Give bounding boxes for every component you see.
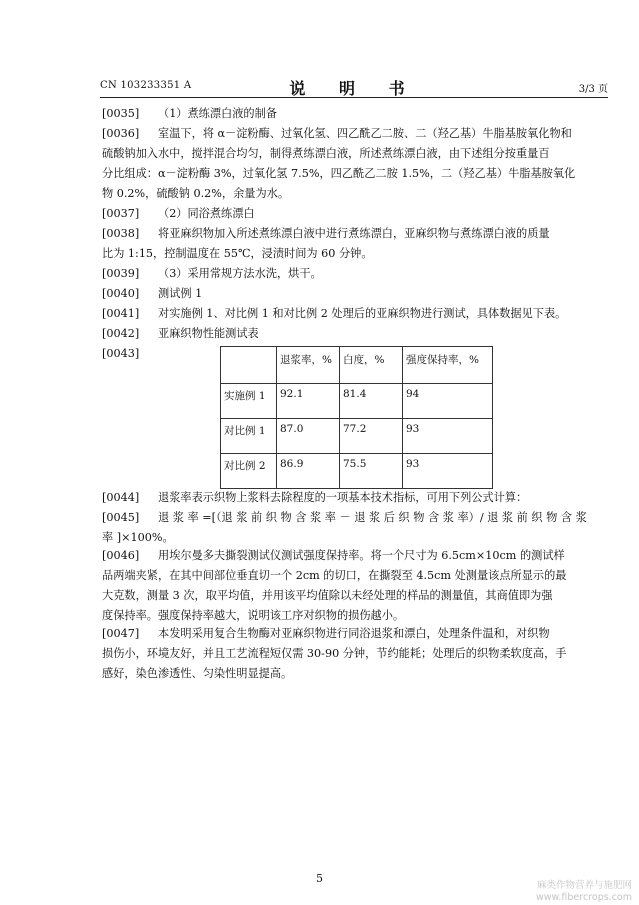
table-row bbox=[221, 384, 493, 419]
table-cell: 对比例 1 bbox=[221, 419, 277, 454]
page-number: 5 bbox=[316, 872, 323, 885]
text-line: 硫酸钠加入水中，搅拌混合均匀，制得煮练漂白液，所述煮练漂白液，由下述组分按重量百 bbox=[102, 147, 550, 160]
paragraph-number: [0043] bbox=[102, 347, 140, 360]
paragraph-number: [0042] bbox=[102, 327, 140, 340]
table-row bbox=[221, 419, 493, 454]
text-line: 退 浆 率 =[（退 浆 前 织 物 含 浆 率 － 退 浆 后 织 物 含 浆 率）/ 退 浆 前 织 物 含 浆 bbox=[158, 511, 587, 524]
paragraph-text bbox=[158, 488, 610, 508]
paragraph-number: [0038] bbox=[102, 227, 140, 240]
header-rule bbox=[100, 97, 608, 98]
text-line: 亚麻织物性能测试表 bbox=[158, 327, 259, 340]
page-ref: 3/3 页 bbox=[578, 84, 608, 95]
paragraph-number: [0045] bbox=[102, 511, 140, 524]
table-cell: 93 bbox=[403, 419, 493, 454]
table-cell: 75.5 bbox=[340, 454, 403, 489]
paragraph-text bbox=[158, 204, 610, 224]
paragraph-text bbox=[158, 264, 610, 284]
table-header-row bbox=[221, 347, 493, 384]
text-line: 率 ]×100%。 bbox=[102, 531, 174, 544]
table-cell: 94 bbox=[403, 384, 493, 419]
text-line: 损伤小，环境友好，并且工艺流程短仅需 30-90 分钟，节约能耗；处理后的织物柔软度高，手 bbox=[102, 647, 567, 660]
table-cell: 87.0 bbox=[277, 419, 340, 454]
text-line: 物 0.2%，硫酸钠 0.2%，余量为水。 bbox=[102, 187, 290, 200]
performance-table bbox=[220, 346, 493, 489]
paragraph-number: [0036] bbox=[102, 127, 140, 140]
page-header bbox=[100, 78, 608, 96]
text-line: 大克数，测量 3 次，取平均值，并用该平均值除以未经处理的样品的测量值，其商值即为强 bbox=[102, 589, 553, 602]
text-line: 度保持率。强度保持率越大，说明该工序对织物的损伤越小。 bbox=[102, 609, 405, 622]
paragraph-text bbox=[158, 304, 610, 324]
paragraph-number: [0044] bbox=[102, 491, 140, 504]
text-line: 感好，染色渗透性、匀染性明显提高。 bbox=[102, 667, 293, 680]
text-line: 将亚麻织物加入所述煮练漂白液中进行煮练漂白，亚麻织物与煮练漂白液的质量 bbox=[158, 227, 550, 240]
table-cell: 81.4 bbox=[340, 384, 403, 419]
doc-title: 说 明 书 bbox=[289, 79, 419, 98]
text-line: 测试例 1 bbox=[158, 287, 203, 300]
table-header-cell: 强度保持率，% bbox=[403, 347, 493, 384]
table-cell: 77.2 bbox=[340, 419, 403, 454]
paragraph-text bbox=[158, 284, 610, 304]
paragraph-number: [0035] bbox=[102, 107, 140, 120]
watermark-line: 麻类作物营养与施肥网 bbox=[536, 880, 632, 891]
text-line: 室温下，将 α－淀粉酶、过氧化氢、四乙酰乙二胺、二（羟乙基）牛脂基胺氧化物和 bbox=[158, 127, 572, 140]
doc-number: CN 103233351 A bbox=[100, 80, 192, 91]
paragraph-number: [0047] bbox=[102, 627, 140, 640]
paragraph-number: [0046] bbox=[102, 549, 140, 562]
table-header-cell bbox=[221, 347, 277, 384]
text-line: 分比组成：α－淀粉酶 3%，过氧化氢 7.5%，四乙酰乙二胺 1.5%，二（羟乙基）牛脂基胺氧化 bbox=[102, 167, 576, 180]
text-line: 退浆率表示织物上浆料去除程度的一项基本技术指标，可用下列公式计算： bbox=[158, 491, 528, 504]
watermark bbox=[520, 880, 632, 904]
text-line: 对实施例 1、对比例 1 和对比例 2 处理后的亚麻织物进行测试，具体数据见下表。 bbox=[158, 307, 567, 320]
text-line: （3）采用常规方法水洗，烘干。 bbox=[158, 267, 322, 280]
text-line: 比为 1:15，控制温度在 55℃，浸渍时间为 60 分钟。 bbox=[102, 247, 373, 260]
text-line: （1）煮练漂白液的制备 bbox=[158, 107, 277, 120]
paragraph-number: [0041] bbox=[102, 307, 140, 320]
paragraph-text bbox=[158, 324, 610, 344]
text-line: （2）同浴煮练漂白 bbox=[158, 207, 255, 220]
table-row bbox=[221, 454, 493, 489]
watermark-line: www.fibercrops.com bbox=[535, 892, 632, 903]
paragraph-number: [0037] bbox=[102, 207, 140, 220]
paragraph-number: [0039] bbox=[102, 267, 140, 280]
table-header-cell: 白度，% bbox=[340, 347, 403, 384]
table-cell: 86.9 bbox=[277, 454, 340, 489]
paragraph-number: [0040] bbox=[102, 287, 140, 300]
text-line: 本发明采用复合生物酶对亚麻织物进行同浴退浆和漂白，处理条件温和，对织物 bbox=[158, 627, 550, 640]
table-cell: 92.1 bbox=[277, 384, 340, 419]
table-cell: 实施例 1 bbox=[221, 384, 277, 419]
paragraph-text bbox=[158, 104, 610, 124]
table-cell: 93 bbox=[403, 454, 493, 489]
table-cell: 对比例 2 bbox=[221, 454, 277, 489]
text-line: 品两端夹紧，在其中间部位垂直切一个 2cm 的切口，在撕裂至 4.5cm 处测量该点所显示的最 bbox=[102, 569, 567, 582]
text-line: 用埃尔曼多夫撕裂测试仪测试强度保持率。将一个尺寸为 6.5cm×10cm 的测试样 bbox=[158, 549, 565, 562]
table-header-cell: 退浆率，% bbox=[277, 347, 340, 384]
